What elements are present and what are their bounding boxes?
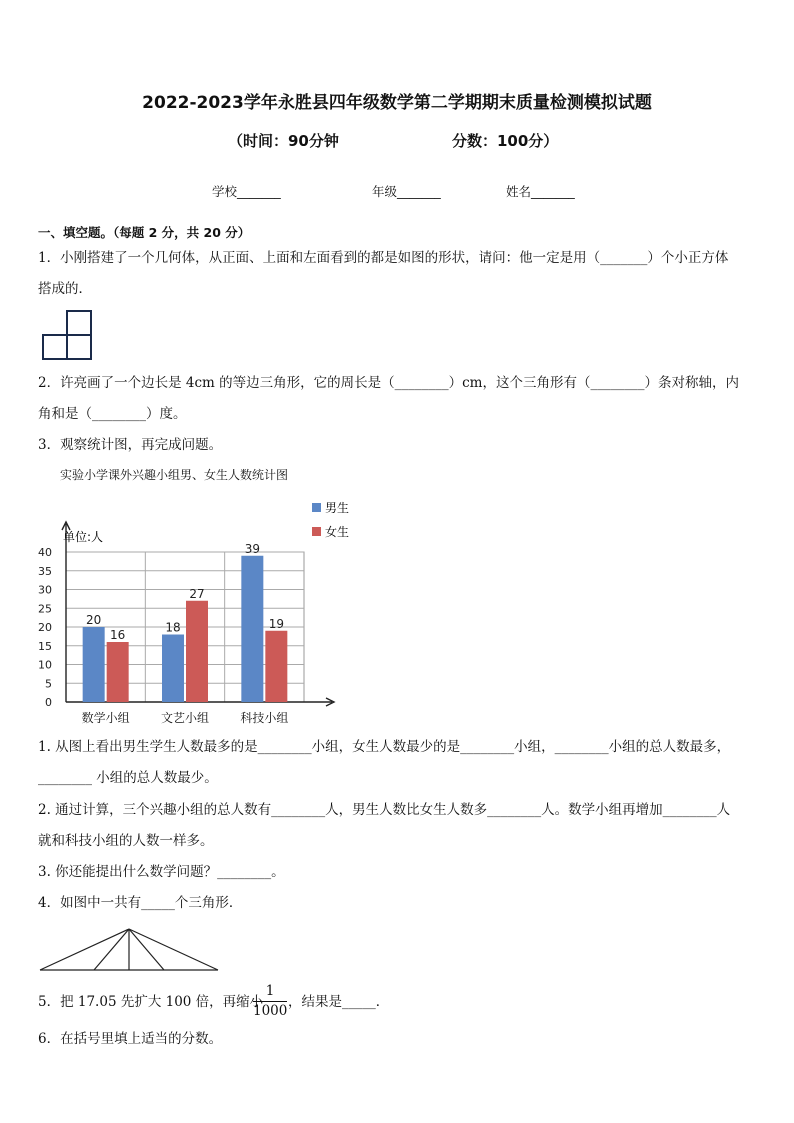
question-3-sub1-line-2: ________ 小组的总人数最少。: [38, 770, 218, 786]
y-tick-label: 20: [38, 621, 52, 634]
question-1-line-1: 1．小刚搭建了一个几何体，从正面、上面和左面看到的都是如图的形状，请问：他一定是用（_______）个小正方体: [38, 250, 729, 266]
name-field: 姓名_______: [506, 184, 575, 199]
question-3-sub2-line-2: 就和科技小组的人数一样多。: [38, 833, 214, 849]
legend-label-boys: 男生: [325, 501, 350, 515]
question-5-text: 5．把 17.05 先扩大 100 倍，再缩小: [38, 994, 264, 1010]
y-tick-label: 5: [45, 677, 52, 691]
bar-boys: [241, 556, 263, 702]
category-label: 数学小组: [81, 711, 130, 725]
y-tick-label: 10: [38, 658, 52, 672]
bar-value-label: 27: [189, 586, 205, 601]
y-tick-label: 40: [38, 546, 52, 559]
exam-time: （时间：90分钟: [228, 132, 339, 150]
fraction: [253, 983, 287, 1020]
y-tick-label: 30: [38, 583, 52, 597]
fraction-bar: [253, 1001, 287, 1002]
question-5-tail: ，结果是_____．: [288, 994, 390, 1010]
page-title: 2022-2023学年永胜县四年级数学第二学期期末质量检测模拟试题: [142, 93, 652, 113]
cube-view-figure: [42, 309, 94, 361]
legend-swatch-boys: [312, 503, 321, 512]
question-3-sub1-line-1: 1. 从图上看出男生学生人数最多的是________小组，女生人数最少的是________小组，________小组的总人数最多，: [38, 739, 731, 755]
bar-value-label: 20: [86, 613, 102, 627]
question-3-intro: 3．观察统计图，再完成问题。: [38, 437, 223, 453]
y-tick-label: 0: [45, 696, 52, 709]
exam-score: 分数：100分）: [452, 132, 559, 150]
bar-girls: [186, 601, 208, 702]
y-tick-label: 15: [38, 639, 52, 653]
question-2-line-2: 角和是（________）度。: [38, 406, 187, 422]
y-tick-label: 25: [38, 602, 52, 616]
bar-girls: [107, 642, 129, 702]
fraction-denominator: 1000: [253, 1003, 288, 1019]
category-label: 科技小组: [240, 711, 289, 725]
bar-value-label: 18: [165, 620, 181, 635]
question-4: 4．如图中一共有_____个三角形．: [38, 895, 243, 911]
fraction-numerator: 1: [265, 983, 275, 999]
legend-swatch-girls: [312, 527, 321, 536]
question-6: 6．在括号里填上适当的分数。: [38, 1031, 223, 1047]
chart-y-label: 单位:人: [63, 530, 104, 544]
bar-girls: [265, 631, 287, 702]
question-1-line-2: 搭成的．: [38, 281, 92, 297]
bar-value-label: 16: [110, 628, 126, 642]
bar-value-label: 39: [244, 541, 260, 556]
grade-field: 年级_______: [372, 184, 441, 199]
legend-label-girls: 女生: [325, 525, 350, 539]
question-2-line-1: 2．许亮画了一个边长是 4cm 的等边三角形，它的周长是（________）cm，这个三角形有（________）条对称轴，内: [38, 375, 739, 391]
y-tick-label: 35: [38, 564, 52, 578]
chart-title: 实验小学课外兴趣小组男、女生人数统计图: [60, 468, 289, 482]
section-heading: 一、填空题。（每题 2 分，共 20 分）: [38, 225, 251, 240]
bar-value-label: 19: [268, 616, 284, 631]
category-label: 文艺小组: [160, 711, 210, 725]
school-field: 学校_______: [212, 184, 281, 199]
question-3-sub2-line-1: 2. 通过计算，三个兴趣小组的总人数有________人，男生人数比女生人数多________人。数学小组再增加________人: [38, 802, 731, 818]
bar-chart: [30, 496, 370, 731]
bar-boys: [162, 635, 184, 703]
bar-boys: [83, 627, 105, 702]
question-3-sub3: 3. 你还能提出什么数学问题？________。: [38, 864, 285, 880]
triangle-figure: [38, 926, 222, 974]
